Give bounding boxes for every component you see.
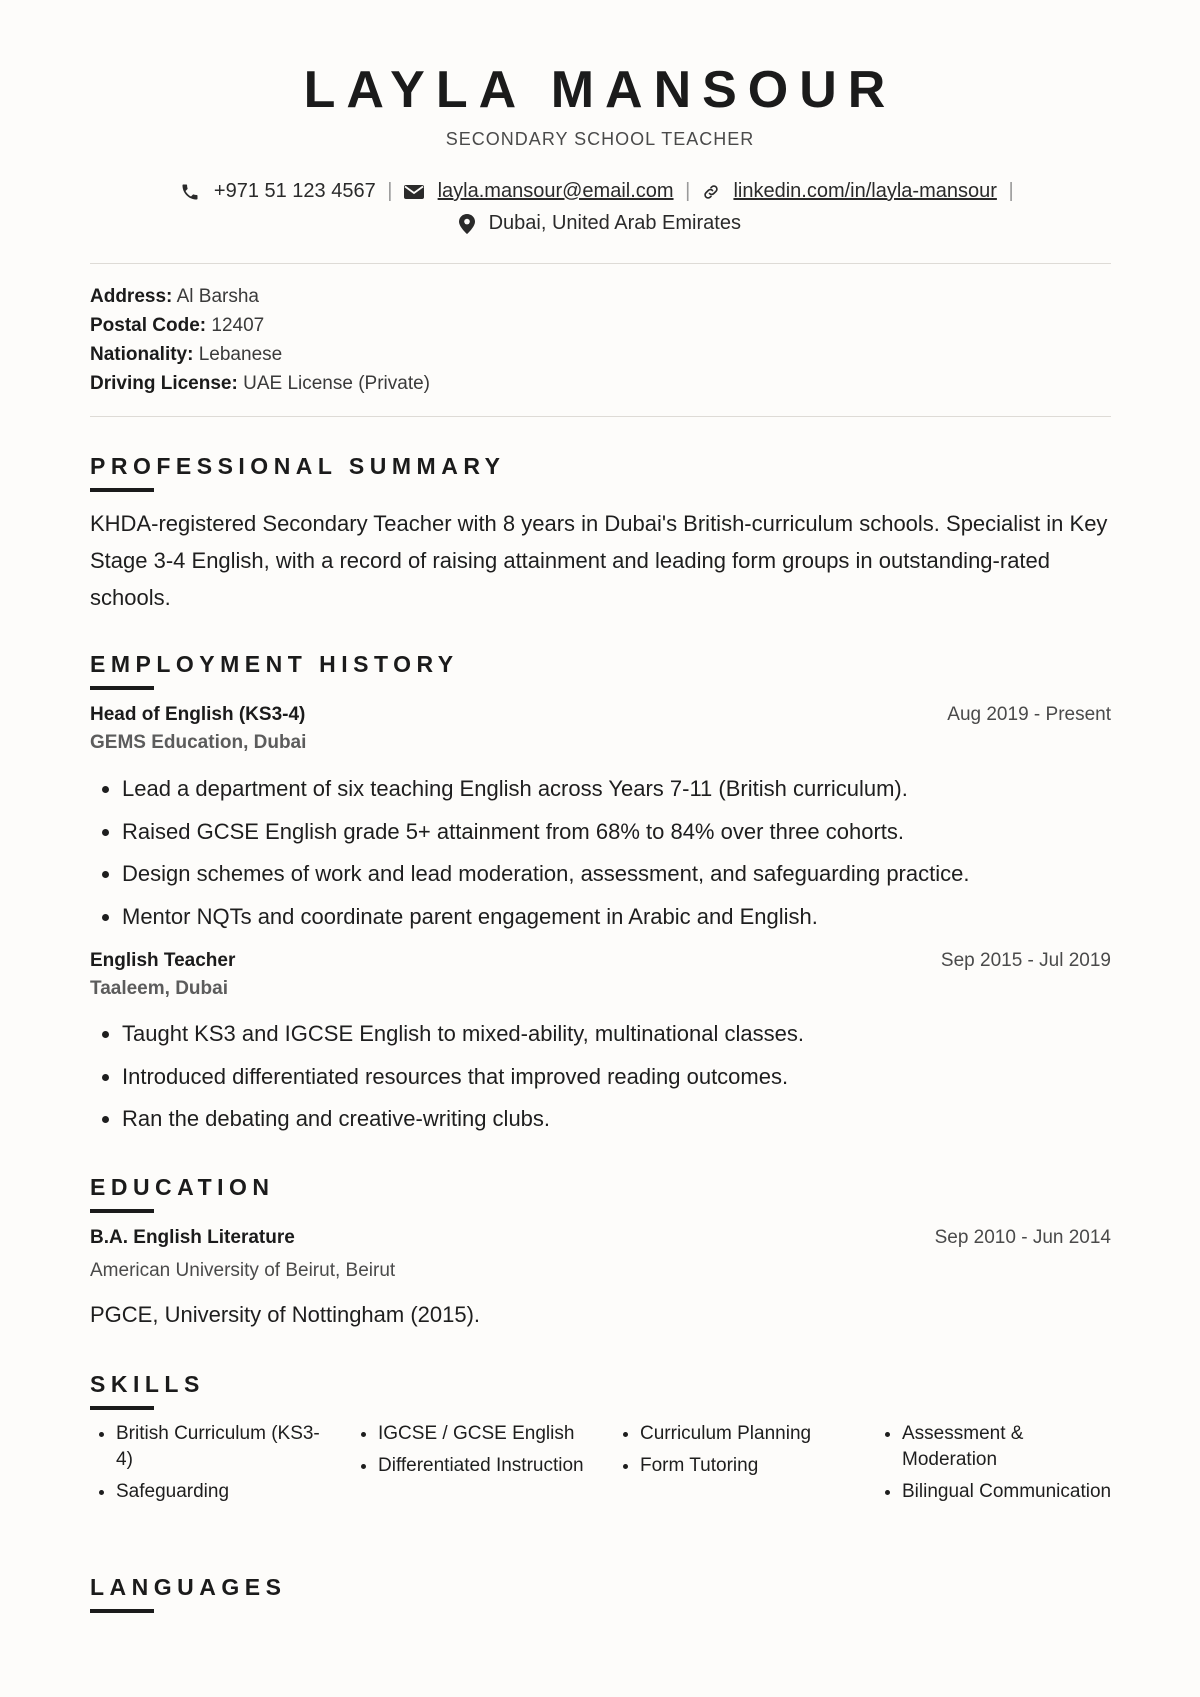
detail-label: Nationality: <box>90 344 194 365</box>
job-bullets <box>90 774 969 944</box>
skills-column <box>352 1421 588 1485</box>
skills-column <box>614 1421 850 1485</box>
location-pin-icon <box>459 214 475 234</box>
job-dates: Aug 2019 - Present <box>947 704 1111 725</box>
section-underline <box>90 488 154 492</box>
email-link[interactable]: layla.mansour@email.com <box>437 180 674 202</box>
section-heading-education: EDUCATION <box>90 1174 275 1200</box>
candidate-name: LAYLA MANSOUR <box>303 61 897 119</box>
contact-separator: | <box>685 180 691 202</box>
skills-column <box>876 1421 1112 1511</box>
detail-value: UAE License (Private) <box>243 373 431 394</box>
skills-column <box>90 1421 326 1511</box>
divider <box>90 263 1111 264</box>
job-dates: Sep 2015 - Jul 2019 <box>940 950 1111 971</box>
list-item: • Design schemes of work and lead moderation, assessment, and safeguarding practice. <box>122 859 969 902</box>
section-heading-languages: LANGUAGES <box>90 1574 287 1600</box>
list-item: • Ran the debating and creative-writing clubs. <box>122 1104 804 1147</box>
detail-label: Driving License: <box>90 373 238 394</box>
job-position-title: English Teacher <box>90 950 236 971</box>
link-icon <box>702 183 720 201</box>
detail-row <box>90 282 430 311</box>
list-item: • Lead a department of six teaching English across Years 7-11 (British curriculum). <box>122 774 969 817</box>
skill-item: • British Curriculum (KS3-4) <box>116 1421 326 1473</box>
section-underline <box>90 686 154 690</box>
job-company: Taaleem, Dubai <box>90 978 228 999</box>
list-item: • Raised GCSE English grade 5+ attainment from 68% to 84% over three cohorts. <box>122 817 969 860</box>
personal-details <box>90 282 430 398</box>
detail-value: Lebanese <box>198 344 283 365</box>
section-underline <box>90 1406 154 1410</box>
education-dates: Sep 2010 - Jun 2014 <box>934 1227 1111 1248</box>
contact-separator: | <box>387 180 393 202</box>
contact-separator: | <box>1008 180 1014 202</box>
education-school: American University of Beirut, Beirut <box>90 1260 396 1281</box>
job-title-subtitle: SECONDARY SCHOOL TEACHER <box>445 129 755 149</box>
section-underline <box>90 1609 154 1613</box>
detail-value: 12407 <box>211 315 265 336</box>
skill-item: • Differentiated Instruction <box>378 1453 588 1479</box>
job-bullets <box>90 1019 804 1147</box>
skill-item: • Curriculum Planning <box>640 1421 850 1447</box>
location-line <box>0 210 1200 236</box>
envelope-icon <box>404 184 424 200</box>
phone-number: +971 51 123 4567 <box>213 180 376 202</box>
divider <box>90 416 1111 417</box>
section-heading-skills: SKILLS <box>90 1371 205 1397</box>
list-item: • Taught KS3 and IGCSE English to mixed-ability, multinational classes. <box>122 1019 804 1062</box>
phone-icon <box>180 182 200 202</box>
list-item: • Introduced differentiated resources that improved reading outcomes. <box>122 1062 804 1105</box>
skill-item: • Assessment & Moderation <box>902 1421 1112 1473</box>
detail-label: Address: <box>90 286 173 307</box>
section-heading-summary: PROFESSIONAL SUMMARY <box>90 453 506 479</box>
education-note: PGCE, University of Nottingham (2015). <box>90 1302 481 1327</box>
education-degree: B.A. English Literature <box>90 1227 295 1248</box>
section-underline <box>90 1209 154 1213</box>
contact-line <box>0 178 1200 204</box>
detail-value: Al Barsha <box>176 286 259 307</box>
list-item: • Mentor NQTs and coordinate parent engagement in Arabic and English. <box>122 902 969 945</box>
detail-row <box>90 311 430 340</box>
job-position-title: Head of English (KS3-4) <box>90 704 306 725</box>
job-company: GEMS Education, Dubai <box>90 732 307 753</box>
skill-item: • Form Tutoring <box>640 1453 850 1479</box>
summary-text: KHDA-registered Secondary Teacher with 8 years in Dubai's British-curriculum schools. Specialist in Key Stage 3-4 English, with a record of raising attainment and leading form groups in outstanding-rated schools. <box>90 511 1108 610</box>
location-text: Dubai, United Arab Emirates <box>488 212 741 234</box>
skill-item: • Safeguarding <box>116 1479 326 1505</box>
detail-label: Postal Code: <box>90 315 207 336</box>
linkedin-link[interactable]: linkedin.com/in/layla-mansour <box>733 180 997 202</box>
skill-item: • Bilingual Communication <box>902 1479 1112 1505</box>
detail-row <box>90 340 430 369</box>
section-heading-employment: EMPLOYMENT HISTORY <box>90 651 459 677</box>
skill-item: • IGCSE / GCSE English <box>378 1421 588 1447</box>
detail-row <box>90 369 430 398</box>
